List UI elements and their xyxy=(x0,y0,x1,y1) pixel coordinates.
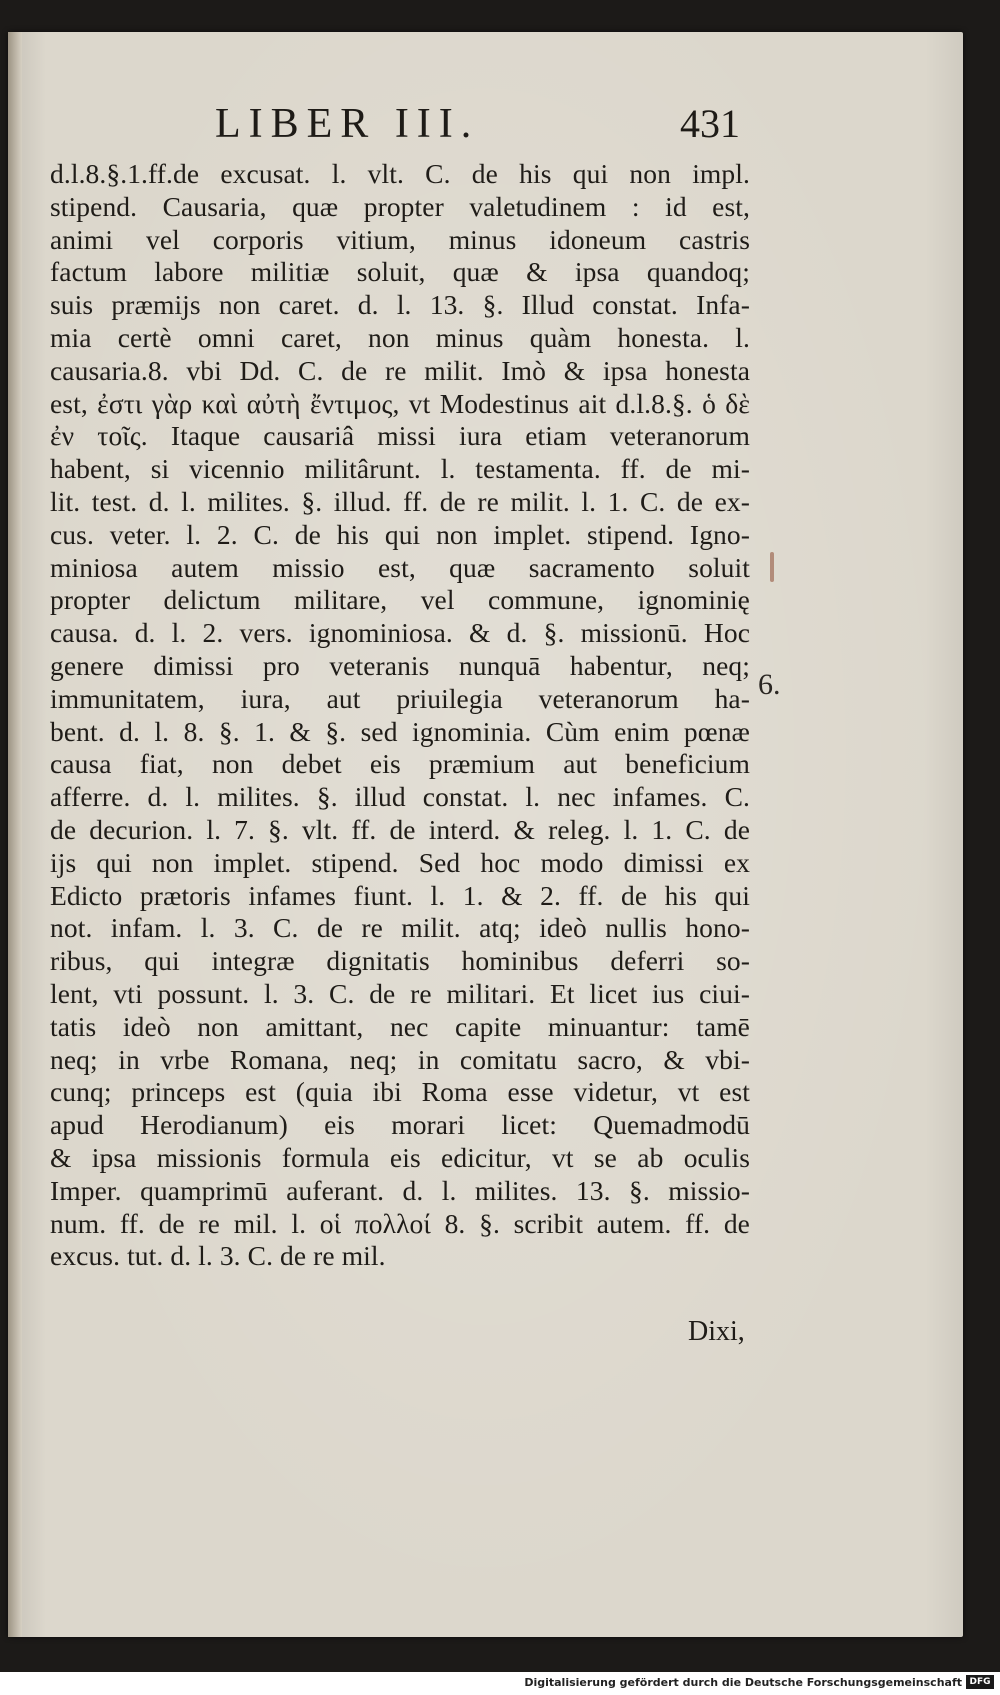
text-line: lit. test. d. l. milites. §. illud. ff. de re milit. l. 1. C. de ex- xyxy=(50,485,750,517)
text-line-last: excus. tut. d. l. 3. C. de re mil. xyxy=(50,1240,386,1272)
text-line: est, ἐστι γὰρ καὶ αὐτὴ ἔντιμος, vt Modestinus ait d.l.8.§. ὁ δὲ xyxy=(50,387,750,419)
text-line: stipend. Causaria, quæ propter valetudinem : id est, xyxy=(50,190,750,222)
text-line: immunitatem, iura, aut priuilegia veteranorum ha- xyxy=(50,682,750,714)
body-text xyxy=(50,158,750,1273)
text-line: ribus, qui integræ dignitatis hominibus deferri so- xyxy=(50,945,750,977)
text-line: factum labore militiæ soluit, quæ & ipsa quandoq; xyxy=(50,256,750,288)
dfg-logo-icon: DFG xyxy=(966,1675,994,1689)
text-line: genere dimissi pro veteranis nunquā habentur, neq; xyxy=(50,649,750,681)
text-line: de decurion. l. 7. §. vlt. ff. de interd. & releg. l. 1. C. de xyxy=(50,813,750,845)
text-line: causaria.8. vbi Dd. C. de re milit. Imò & ipsa honesta xyxy=(50,354,750,386)
text-line: ἐν τοῖς. Itaque causariâ missi iura etiam veteranorum xyxy=(50,420,750,452)
text-line: habent, si vicennio militârunt. l. testamenta. ff. de mi- xyxy=(50,453,750,485)
page-gutter-shadow xyxy=(8,32,22,1637)
text-line: suis præmijs non caret. d. l. 13. §. Illud constat. Infa- xyxy=(50,289,750,321)
text-line: neq; in vrbe Romana, neq; in comitatu sacro, & vbi- xyxy=(50,1043,750,1075)
digitization-credit: Digitalisierung gefördert durch die Deutsche Forschungsgemeinschaft xyxy=(524,1676,962,1689)
text-line: Edicto prætoris infames fiunt. l. 1. & 2. ff. de his qui xyxy=(50,879,750,911)
text-line: Imper. quamprimū auferant. d. l. milites. 13. §. missio- xyxy=(50,1174,750,1206)
text-line: afferre. d. l. milites. §. illud constat. l. nec infames. C. xyxy=(50,781,750,813)
text-line: num. ff. de re mil. l. οἱ πολλοί 8. §. scribit autem. ff. de xyxy=(50,1207,750,1239)
ink-stain xyxy=(770,552,774,582)
marginal-note: 6. xyxy=(758,668,781,701)
text-line: lent, vti possunt. l. 3. C. de re militari. Et licet ius ciui- xyxy=(50,977,750,1009)
catchword: Dixi, xyxy=(688,1316,745,1347)
text-line: apud Herodianum) eis morari licet: Quemadmodū xyxy=(50,1109,750,1141)
text-line: ijs qui non implet. stipend. Sed hoc modo dimissi ex xyxy=(50,846,750,878)
text-line: not. infam. l. 3. C. de re milit. atq; ideò nullis hono- xyxy=(50,912,750,944)
text-line: propter delictum militare, vel commune, ignominię xyxy=(50,584,750,616)
page-number: 431 xyxy=(680,101,740,146)
running-head: LIBER III. xyxy=(215,101,480,147)
text-line: cunq; princeps est (quia ibi Roma esse videtur, vt est xyxy=(50,1076,750,1108)
text-line: miniosa autem missio est, quæ sacramento soluit xyxy=(50,551,750,583)
text-line: causa fiat, non debet eis præmium aut beneficium xyxy=(50,748,750,780)
text-line: mia certè omni caret, non minus quàm honesta. l. xyxy=(50,321,750,353)
text-line: d.l.8.§.1.ff.de excusat. l. vlt. C. de his qui non impl. xyxy=(50,158,750,189)
text-line: animi vel corporis vitium, minus idoneum castris xyxy=(50,223,750,255)
text-line: bent. d. l. 8. §. 1. & §. sed ignominia. Cùm enim pœnæ xyxy=(50,715,750,747)
text-line: causa. d. l. 2. vers. ignominiosa. & d. §. missionū. Hoc xyxy=(50,617,750,649)
text-line: & ipsa missionis formula eis edicitur, vt se ab oculis xyxy=(50,1141,750,1173)
text-line: cus. veter. l. 2. C. de his qui non implet. stipend. Igno- xyxy=(50,518,750,550)
text-line: tatis ideò non amittant, nec capite minuantur: tamē xyxy=(50,1010,750,1042)
